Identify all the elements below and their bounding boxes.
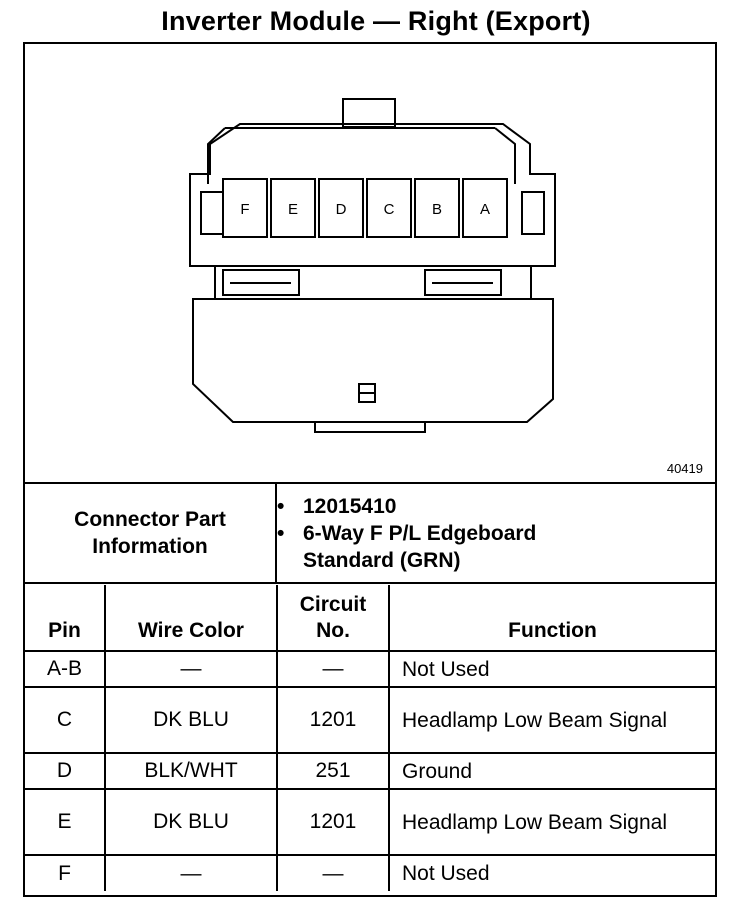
header-pin: Pin (25, 585, 105, 651)
cell-circuit: 1201 (277, 789, 389, 855)
cavity-label-a: A (479, 201, 491, 218)
header-circuit-line1: Circuit (299, 593, 367, 616)
cell-wire-color: DK BLU (105, 687, 277, 753)
cell-wire-color: BLK/WHT (105, 753, 277, 789)
cell-wire-color: — (105, 651, 277, 687)
cell-pin: F (25, 855, 105, 891)
connector-info-table (25, 484, 715, 584)
table-row (25, 753, 715, 789)
cell-function: Ground (389, 753, 715, 789)
cell-function: Not Used (389, 651, 715, 687)
cavity-label-e: E (287, 201, 299, 218)
cell-circuit: 1201 (277, 687, 389, 753)
cavity-label-d: D (335, 201, 347, 218)
header-circuit-line2: No. (316, 619, 350, 642)
cell-pin: C (25, 687, 105, 753)
cell-circuit: 251 (277, 753, 389, 789)
table-row (25, 789, 715, 855)
figure-number: 40419 (666, 461, 703, 476)
cell-wire-color: DK BLU (105, 789, 277, 855)
connector-info-label-line1: Connector Part (74, 508, 226, 531)
cell-function: Headlamp Low Beam Signal (389, 789, 715, 855)
connector-info-label-line2: Information (92, 535, 208, 558)
cavity-label-f: F (240, 201, 250, 218)
cell-pin: D (25, 753, 105, 789)
cavity-label-c: C (383, 201, 395, 218)
header-circuit-no (277, 585, 389, 651)
cell-pin: A-B (25, 651, 105, 687)
connector-part-number: • 12015410 (277, 493, 715, 520)
cavity-label-b: B (431, 201, 443, 218)
page-title: Inverter Module — Right (Export) (161, 6, 591, 36)
cell-function: Headlamp Low Beam Signal (389, 687, 715, 753)
connector-info-label (25, 484, 276, 583)
cell-circuit: — (277, 651, 389, 687)
pinout-table (25, 585, 715, 891)
connector-info-details (276, 484, 715, 583)
header-wire-color: Wire Color (105, 585, 277, 651)
connector-diagram (25, 44, 715, 484)
connector-description: • 6-Way F P/L Edgeboard Standard (GRN) (277, 520, 603, 574)
header-function: Function (389, 585, 715, 651)
table-row (25, 855, 715, 891)
connector-drawing (25, 44, 715, 482)
cell-wire-color: — (105, 855, 277, 891)
cell-circuit: — (277, 855, 389, 891)
cell-function: Not Used (389, 855, 715, 891)
cell-pin: E (25, 789, 105, 855)
table-row (25, 651, 715, 687)
connector-sheet (23, 42, 717, 897)
table-row (25, 687, 715, 753)
